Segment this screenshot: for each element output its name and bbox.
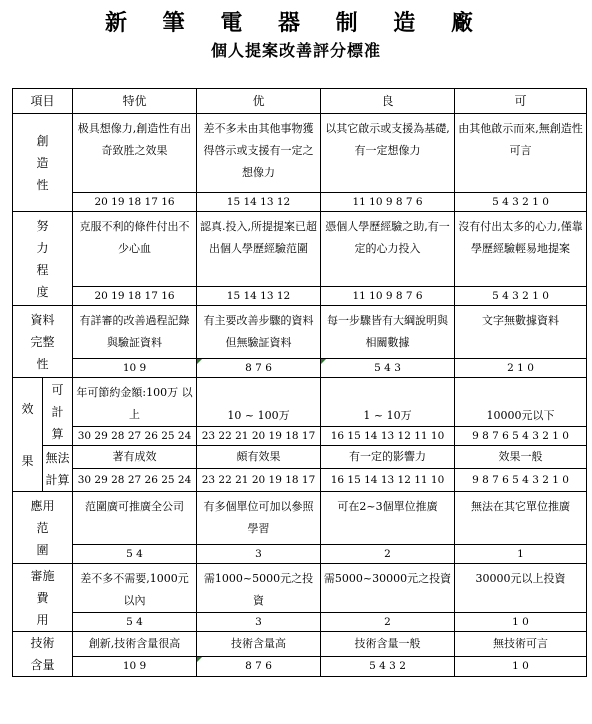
tech-desc-good: 技術含量高 bbox=[197, 632, 321, 657]
tech-score-excellent: 10 9 bbox=[73, 656, 197, 676]
effort-desc-excellent: 克服不利的條件付出不少心血 bbox=[73, 212, 197, 287]
cost-desc-good: 需1000~5000元之投資 bbox=[197, 564, 321, 613]
header-row bbox=[13, 89, 587, 114]
creativity-score-row bbox=[13, 193, 587, 212]
header-fair: 良 bbox=[321, 89, 455, 114]
effort-desc-good: 認真.投入,所提提案已超出個人學歷經驗范圍 bbox=[197, 212, 321, 287]
effect-noncalc-score-excellent: 30 29 28 27 26 25 24 bbox=[73, 469, 197, 492]
effect-calc-score-good: 23 22 21 20 19 18 17 bbox=[197, 427, 321, 446]
document-title: 新 筆 電 器 制 造 廠 bbox=[105, 10, 487, 36]
cost-score-pass: 1 0 bbox=[455, 613, 587, 632]
application-desc-excellent: 范圍廣可推廣全公司 bbox=[73, 492, 197, 545]
tech-score-fair: 5 4 3 2 bbox=[321, 656, 455, 676]
header-good: 优 bbox=[197, 89, 321, 114]
completeness-desc-row bbox=[13, 306, 587, 359]
effort-score-good: 15 14 13 12 bbox=[197, 287, 321, 306]
creativity-score-pass: 5 4 3 2 1 0 bbox=[455, 193, 587, 212]
application-desc-row bbox=[13, 492, 587, 545]
tech-desc-excellent: 創新,技術含量很高 bbox=[73, 632, 197, 657]
effect-calc-desc-row bbox=[13, 378, 587, 427]
effect-noncalc-score-row bbox=[13, 469, 587, 492]
cost-label: 審施 費 用 bbox=[13, 564, 73, 632]
tech-desc-row bbox=[13, 632, 587, 657]
application-score-excellent: 5 4 bbox=[73, 545, 197, 564]
creativity-score-fair: 11 10 9 8 7 6 bbox=[321, 193, 455, 212]
application-score-row bbox=[13, 545, 587, 564]
cost-desc-row bbox=[13, 564, 587, 613]
effect-noncalc-label: 無法 計算 bbox=[43, 446, 73, 492]
tech-desc-pass: 無技術可言 bbox=[455, 632, 587, 657]
effect-calc-score-row bbox=[13, 427, 587, 446]
application-label: 應用 范 圍 bbox=[13, 492, 73, 564]
header-item: 項目 bbox=[13, 89, 73, 114]
tech-score-row bbox=[13, 656, 587, 676]
effect-noncalc-desc-excellent: 著有成效 bbox=[73, 446, 197, 469]
cost-desc-pass: 30000元以上投資 bbox=[455, 564, 587, 613]
effect-noncalc-desc-row bbox=[13, 446, 587, 469]
application-score-pass: 1 bbox=[455, 545, 587, 564]
cost-score-good: 3 bbox=[197, 613, 321, 632]
cost-desc-excellent: 差不多不需要,1000元以內 bbox=[73, 564, 197, 613]
completeness-desc-excellent: 有詳審的改善過程記錄與驗証資料 bbox=[73, 306, 197, 359]
cost-score-excellent: 5 4 bbox=[73, 613, 197, 632]
effort-score-excellent: 20 19 18 17 16 bbox=[73, 287, 197, 306]
effort-score-row bbox=[13, 287, 587, 306]
document-subtitle: 個人提案改善評分標准 bbox=[210, 41, 381, 60]
effect-noncalc-score-pass: 9 8 7 6 5 4 3 2 1 0 bbox=[455, 469, 587, 492]
header-pass: 可 bbox=[455, 89, 587, 114]
effort-desc-row bbox=[13, 212, 587, 287]
effect-calc-score-excellent: 30 29 28 27 26 25 24 bbox=[73, 427, 197, 446]
cost-desc-fair: 需5000~30000元之投資 bbox=[321, 564, 455, 613]
effort-score-fair: 11 10 9 8 7 6 bbox=[321, 287, 455, 306]
effort-desc-fair: 憑個人學歷經驗之助,有一定的心力投入 bbox=[321, 212, 455, 287]
effect-calc-score-fair: 16 15 14 13 12 11 10 bbox=[321, 427, 455, 446]
completeness-score-row bbox=[13, 359, 587, 378]
cost-score-row bbox=[13, 613, 587, 632]
scoring-table bbox=[12, 88, 587, 677]
creativity-score-good: 15 14 13 12 bbox=[197, 193, 321, 212]
creativity-desc-fair: 以其它啟示或支援為基礎,有一定想像力 bbox=[321, 114, 455, 193]
effect-noncalc-score-good: 23 22 21 20 19 18 17 bbox=[197, 469, 321, 492]
creativity-desc-pass: 由其他啟示而來,無創造性可言 bbox=[455, 114, 587, 193]
completeness-desc-fair: 每一步驟皆有大綱說明與相關數據 bbox=[321, 306, 455, 359]
effort-label: 努 力 程 度 bbox=[13, 212, 73, 306]
application-desc-pass: 無法在其它單位推廣 bbox=[455, 492, 587, 545]
effect-calc-desc-fair: 1 ~ 10万 bbox=[321, 378, 455, 427]
creativity-label: 創 造 性 bbox=[13, 114, 73, 212]
application-score-fair: 2 bbox=[321, 545, 455, 564]
creativity-score-excellent: 20 19 18 17 16 bbox=[73, 193, 197, 212]
effect-noncalc-desc-good: 頗有效果 bbox=[197, 446, 321, 469]
effort-score-pass: 5 4 3 2 1 0 bbox=[455, 287, 587, 306]
tech-desc-fair: 技術含量一般 bbox=[321, 632, 455, 657]
completeness-score-fair: 5 4 3 bbox=[321, 359, 455, 378]
effect-calc-desc-good: 10 ~ 100万 bbox=[197, 378, 321, 427]
creativity-desc-row bbox=[13, 114, 587, 193]
cost-score-fair: 2 bbox=[321, 613, 455, 632]
application-desc-good: 有多個單位可加以參照學習 bbox=[197, 492, 321, 545]
effect-calc-label: 可 計 算 bbox=[43, 378, 73, 446]
completeness-desc-good: 有主要改善步驟的資料但無驗証資料 bbox=[197, 306, 321, 359]
effect-noncalc-score-fair: 16 15 14 13 12 11 10 bbox=[321, 469, 455, 492]
effect-noncalc-desc-pass: 效果一般 bbox=[455, 446, 587, 469]
effect-calc-desc-pass: 10000元以下 bbox=[455, 378, 587, 427]
effect-calc-desc-excellent: 年可節約金額:100万 以上 bbox=[73, 378, 197, 427]
completeness-label: 資料 完整 性 bbox=[13, 306, 73, 378]
completeness-desc-pass: 文字無數據資料 bbox=[455, 306, 587, 359]
tech-score-good: 8 7 6 bbox=[197, 656, 321, 676]
effect-calc-score-pass: 9 8 7 6 5 4 3 2 1 0 bbox=[455, 427, 587, 446]
tech-score-pass: 1 0 bbox=[455, 656, 587, 676]
creativity-desc-excellent: 极具想像力,創造性有出奇致胜之效果 bbox=[73, 114, 197, 193]
effect-noncalc-desc-fair: 有一定的影響力 bbox=[321, 446, 455, 469]
application-score-good: 3 bbox=[197, 545, 321, 564]
completeness-score-pass: 2 1 0 bbox=[455, 359, 587, 378]
effort-desc-pass: 沒有付出太多的心力,僅靠學歷經驗輕易地提案 bbox=[455, 212, 587, 287]
completeness-score-excellent: 10 9 bbox=[73, 359, 197, 378]
completeness-score-good: 8 7 6 bbox=[197, 359, 321, 378]
application-desc-fair: 可在2~3個單位推廣 bbox=[321, 492, 455, 545]
effect-label: 效 果 bbox=[13, 378, 43, 492]
creativity-desc-good: 差不多未由其他事物獲得啓示或支援有一定之想像力 bbox=[197, 114, 321, 193]
header-excellent: 特优 bbox=[73, 89, 197, 114]
tech-label: 技術 含量 bbox=[13, 632, 73, 677]
